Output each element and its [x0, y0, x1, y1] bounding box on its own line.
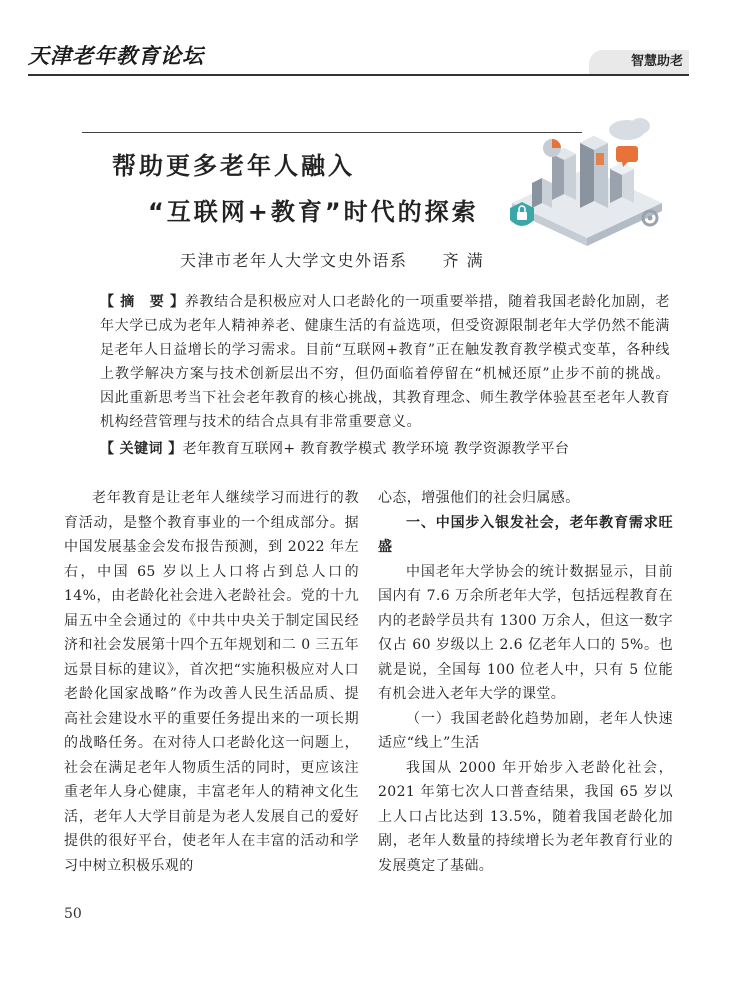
body-paragraph: 中国老年大学协会的统计数据显示，目前国内有 7.6 万余所老年大学，包括远程教育在内的老龄学员共有 1300 万余人，但这一数字仅占 60 岁级以上 2.6 亿老年人口的 5%。也就是说，全国每 100 位老人中，只有 5 位能有机会进入老年大学的课堂。	[378, 563, 673, 702]
body-paragraph: 老年教育是让老年人继续学习而进行的教育活动，是整个教育事业的一个组成部分。据中国发展基金会发布报告预测，到 2022 年左右，中国 65 岁以上人口将占到总人口的 14%，由老龄化社会进入老龄社会。党的十九届五中全会通过的《中共中央关于制定国民经济和社会发展第十四个五年规划和二 0 三五年远景目标的建议》，首次把“实施积极应对人口老龄化国家战略”作为改善人民生活品质、提高社会建设水平的重要任务提出来的一项长期的战略任务。在对待人口老龄化这一问题上，社会在满足老年人物质生活的同时，更应该注重老年人身心健康，丰富老年人的精神文化生活，老年人大学目前是为老人发展自己的爱好提供的很好平台，使老年人在丰富的活动和学习中树立积极乐观的	[64, 490, 359, 874]
body-column-right	[378, 486, 673, 878]
article-title-line1: 帮助更多老年人融入	[112, 152, 355, 180]
body-paragraph-continuation: 心态，增强他们的社会归属感。	[378, 490, 580, 506]
keywords	[100, 437, 670, 461]
body-column-left	[64, 486, 359, 878]
abstract-label: 【 摘 要 】	[100, 294, 185, 310]
masthead-logo: 天津老年教育论坛	[28, 43, 204, 68]
page-number: 50	[64, 906, 82, 922]
section-heading: 一、中国步入银发社会，老年教育需求旺盛	[378, 514, 673, 555]
article-title-line2: “互联网+教育”时代的探索	[148, 198, 479, 226]
header-divider	[28, 74, 689, 76]
article-author: 天津市老年人大学文史外语系 齐 满	[180, 251, 485, 270]
abstract	[100, 290, 670, 434]
section-tab: 智慧助老	[589, 50, 689, 74]
smart-city-illustration	[492, 108, 672, 258]
abstract-text: 养教结合是积极应对人口老龄化的一项重要举措，随着我国老龄化加剧，老年大学已成为老年人精神养老、健康生活的有益选项，但受资源限制老年大学仍然不能满足老年人日益增长的学习需求。目前“互联网+教育”正在触发教育教学模式变革，各种线上教学解决方案与技术创新层出不穷，但仍面临着停留在“机械还原”止步不前的挑战。因此重新思考当下社会老年教育的核心挑战，其教育理念、师生教学体验甚至老年人教育机构经营管理与技术的结合点具有非常重要意义。	[100, 294, 670, 430]
body-paragraph: 我国从 2000 年开始步入老龄化社会，2021 年第七次人口普查结果，我国 65 岁以上人口占比达到 13.5%，随着我国老龄化加剧，老年人数量的持续增长为老年教育行业的发展奠定了基础。	[378, 759, 673, 874]
subsection-heading: （一）我国老龄化趋势加剧，老年人快速适应“线上”生活	[378, 710, 673, 751]
keywords-label: 【 关键词 】	[100, 441, 183, 457]
keywords-text: 老年教育互联网+ 教育教学模式 教学环境 教学资源教学平台	[182, 441, 570, 457]
